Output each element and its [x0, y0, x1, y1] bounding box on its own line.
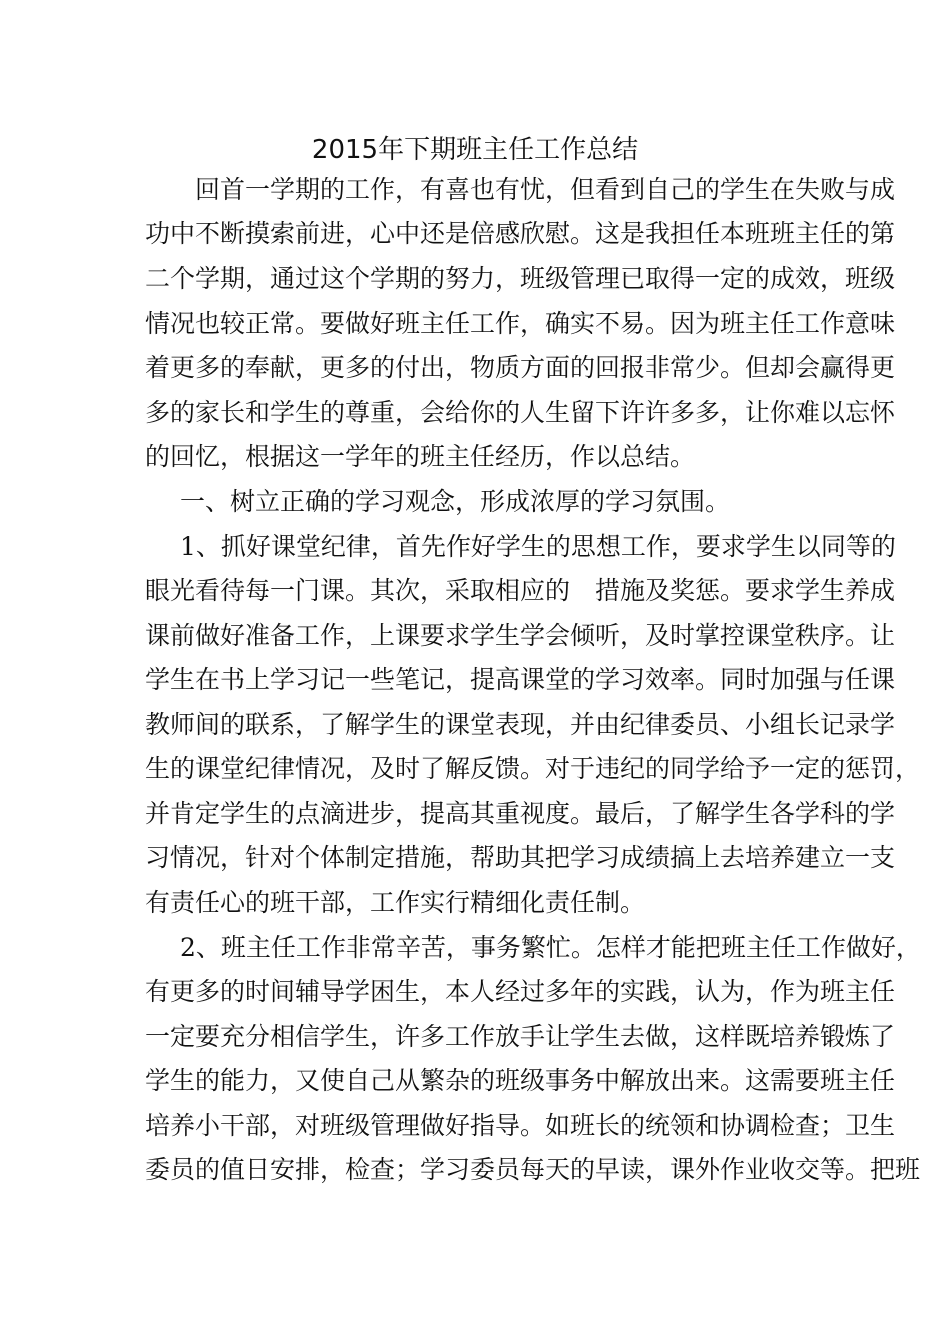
text-line: 功中不断摸索前进，心中还是倍感欣慰。这是我担任本班班主任的第	[145, 219, 896, 248]
text-line: 学生的能力，又使自己从繁杂的班级事务中解放出来。这需要班主任	[145, 1066, 896, 1095]
text-line: 1、抓好课堂纪律，首先作好学生的思想工作，要求学生以同等的	[180, 532, 896, 561]
text-line: 有更多的时间辅导学困生，本人经过多年的实践，认为，作为班主任	[145, 977, 896, 1006]
text-line: 回首一学期的工作，有喜也有忧，但看到自己的学生在失败与成	[195, 175, 896, 204]
text-line: 二个学期，通过这个学期的努力，班级管理已取得一定的成效，班级	[145, 264, 896, 293]
section-heading: 一、树立正确的学习观念，形成浓厚的学习氛围。	[180, 487, 731, 516]
text-line: 多的家长和学生的尊重，会给你的人生留下许许多多，让你难以忘怀	[145, 398, 896, 427]
text-line: 一定要充分相信学生，许多工作放手让学生去做，这样既培养锻炼了	[145, 1022, 896, 1051]
text-line: 并肯定学生的点滴进步，提高其重视度。最后，了解学生各学科的学	[145, 799, 896, 828]
text-line: 有责任心的班干部，工作实行精细化责任制。	[145, 888, 646, 917]
text-line: 习情况，针对个体制定措施，帮助其把学习成绩搞上去培养建立一支	[145, 843, 896, 872]
text-line: 培养小干部，对班级管理做好指导。如班长的统领和协调检查；卫生	[145, 1111, 896, 1140]
text-line: 着更多的奉献，更多的付出，物质方面的回报非常少。但却会赢得更	[145, 353, 896, 382]
text-line: 学生在书上学习记一些笔记，提高课堂的学习效率。同时加强与任课	[145, 665, 896, 694]
text-line: 的回忆，根据这一学年的班主任经历，作以总结。	[145, 442, 696, 471]
document-title: 2015年下期班主任工作总结	[311, 135, 639, 165]
text-line: 眼光看待每一门课。其次，采取相应的 措施及奖惩。要求学生养成	[145, 576, 896, 605]
text-line: 生的课堂纪律情况，及时了解反馈。对于违纪的同学给予一定的惩罚，	[145, 754, 921, 783]
text-line: 教师间的联系，了解学生的课堂表现，并由纪律委员、小组长记录学	[145, 710, 896, 739]
text-line: 课前做好准备工作，上课要求学生学会倾听，及时掌控课堂秩序。让	[145, 621, 896, 650]
text-line: 情况也较正常。要做好班主任工作，确实不易。因为班主任工作意味	[145, 309, 896, 338]
text-line: 2、班主任工作非常辛苦，事务繁忙。怎样才能把班主任工作做好，	[180, 933, 921, 962]
text-line: 委员的值日安排，检查；学习委员每天的早读，课外作业收交等。把班	[145, 1155, 921, 1184]
